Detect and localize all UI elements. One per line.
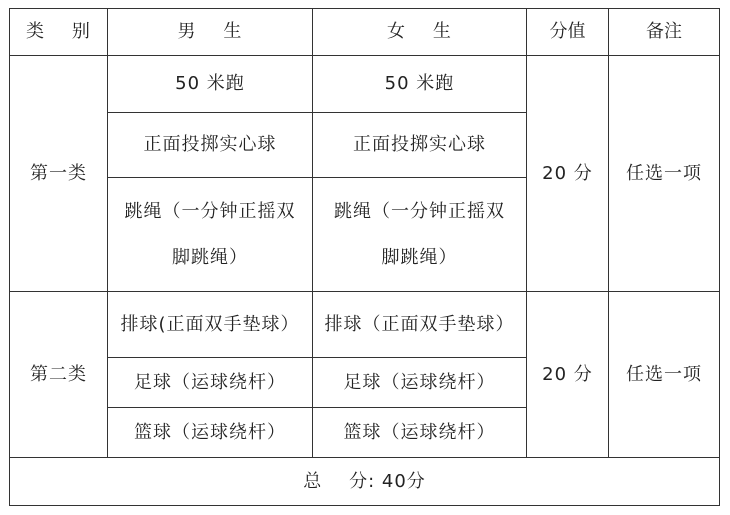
group-1-row-3-male-cell xyxy=(108,178,313,292)
group-2-row-3-male: 篮球（运球绕杆） xyxy=(108,408,313,458)
header-female: 女 生 xyxy=(313,9,527,56)
group-1-row-3-female: 跳绳（一分钟正摇双脚跳绳） xyxy=(334,200,505,268)
group-2-row-1-male: 排球(正面双手垫球） xyxy=(108,292,313,358)
group-2-remark: 任选一项 xyxy=(609,292,720,458)
table-row xyxy=(10,292,720,358)
group-2-row-3-female: 篮球（运球绕杆） xyxy=(313,408,527,458)
total-row xyxy=(10,458,720,506)
group-1-row-2-male: 正面投掷实心球 xyxy=(108,113,313,178)
header-score: 分值 xyxy=(527,9,609,56)
group-2-row-2-female: 足球（运球绕杆） xyxy=(313,358,527,408)
group-2-row-1-female: 排球（正面双手垫球） xyxy=(313,292,527,358)
group-2-row-2-male: 足球（运球绕杆） xyxy=(108,358,313,408)
header-male: 男 生 xyxy=(108,9,313,56)
total-score: 总 分: 40分 xyxy=(10,458,720,506)
group-1-row-2-female: 正面投掷实心球 xyxy=(313,113,527,178)
header-remark: 备注 xyxy=(609,9,720,56)
header-row xyxy=(10,9,720,56)
group-1-row-1-female: 50 米跑 xyxy=(313,56,527,113)
group-2-category: 第二类 xyxy=(10,292,108,458)
pe-exam-score-table xyxy=(9,8,720,506)
group-1-category: 第一类 xyxy=(10,56,108,292)
group-1-row-1-male: 50 米跑 xyxy=(108,56,313,113)
group-1-row-3-male: 跳绳（一分钟正摇双脚跳绳） xyxy=(124,200,296,268)
table-row xyxy=(10,56,720,113)
group-2-score: 20 分 xyxy=(527,292,609,458)
group-1-remark: 任选一项 xyxy=(609,56,720,292)
group-1-row-3-female-cell xyxy=(313,178,527,292)
header-category: 类 别 xyxy=(10,9,108,56)
group-1-score: 20 分 xyxy=(527,56,609,292)
